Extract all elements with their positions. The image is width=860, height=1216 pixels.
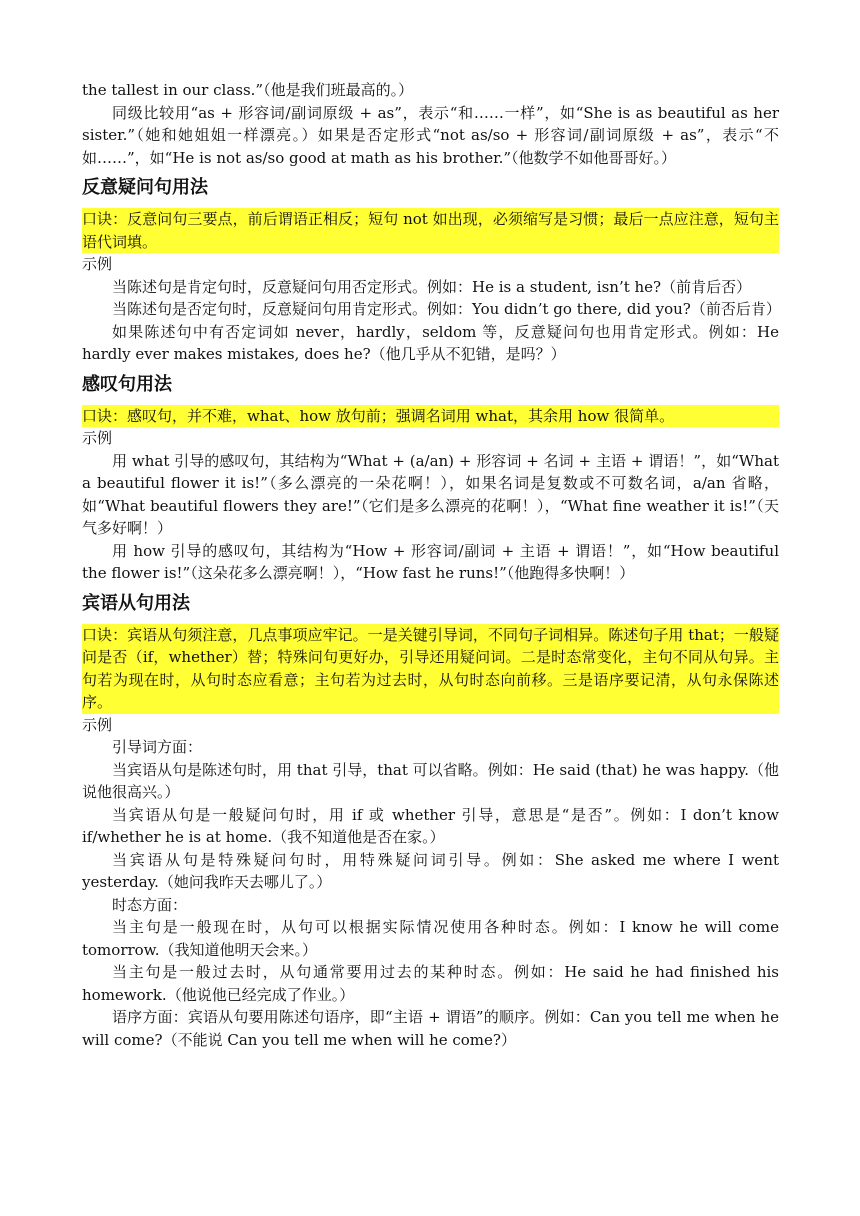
object-clause-example-4: 当主句是一般现在时，从句可以根据实际情况使用各种时态。例如：I know he will come tomorrow.（我知道他明天会来。） [82,918,779,959]
object-clause-example-label: 示例 [82,715,113,734]
object-clause-example-3: 当宾语从句是特殊疑问句时，用特殊疑问词引导。例如：She asked me where I went yesterday.（她问我昨天去哪儿了。） [82,850,779,891]
tag-question-example-2: 当陈述句是否定句时，反意疑问句用肯定形式。例如：You didn’t go there, did you?（前否后肯） [112,300,781,318]
document-content [82,79,779,1051]
exclamation-rhyme: 口诀：感叹句，并不难，what、how 放句前；强调名词用 what，其余用 how 很简单。 [82,405,779,428]
comparison-equal-paragraph: 同级比较用“as + 形容词/副词原级 + as”，表示“和……一样”，如“She is as beautiful as her sister.”（她和她姐姐一样漂亮。）如果是否定形式“not as/so + 形容词/副词原级 + as”，表示“不如……”，如“He is not as/so good at math as his brother.”（他数学不如他哥哥好。） [82,103,779,167]
object-clause-subheading-tense: 时态方面： [112,895,188,914]
exclamation-example-1: 用 what 引导的感叹句，其结构为“What + (a/an) + 形容词 + 名词 + 主语 + 谓语！”，如“What a beautiful flower it is!”（多么漂亮的一朵花啊！），如果名词是复数或不可数名词，a/an 省略，如“What beautiful flowers they are!”（它们是多么漂亮的花啊！），“What fine weather it is!”（天气多好啊！） [82,451,779,537]
comparison-text-end: the tallest in our class.”（他是我们班最高的。） [82,81,414,99]
object-clause-word-order: 语序方面：宾语从句要用陈述句语序，即“主语 + 谓语”的顺序。例如：Can you tell me when he will come?（不能说 Can you tell me when will he come?） [82,1008,779,1049]
tag-question-heading: 反意疑问句用法 [82,177,208,198]
object-clause-example-2: 当宾语从句是一般疑问句时，用 if 或 whether 引导，意思是“是否”。例如：I don’t know if/whether he is at home.（我不知道他是否在家。） [82,805,779,846]
object-clause-heading: 宾语从句用法 [82,592,190,614]
exclamation-example-2: 用 how 引导的感叹句，其结构为“How + 形容词/副词 + 主语 + 谓语！”，如“How beautiful the flower is!”（这朵花多么漂亮啊！），“How fast he runs!”（他跑得多快啊！） [82,541,779,582]
tag-question-example-label: 示例 [82,255,113,273]
tag-question-example-3: 如果陈述句中有否定词如 never，hardly，seldom 等，反意疑问句也用肯定形式。例如：He hardly ever makes mistakes, does he?（他几乎从不犯错，是吗？） [82,322,779,363]
object-clause-example-1: 当宾语从句是陈述句时，用 that 引导，that 可以省略。例如：He said (that) he was happy.（他说他很高兴。） [82,760,779,801]
object-clause-example-5: 当主句是一般过去时，从句通常要用过去的某种时态。例如：He said he had finished his homework.（他说他已经完成了作业。） [82,963,779,1004]
exclamation-example-label: 示例 [82,429,113,447]
object-clause-subheading-introducer: 引导词方面： [112,738,203,756]
tag-question-example-1: 当陈述句是肯定句时，反意疑问句用否定形式。例如：He is a student, isn’t he?（前肯后否） [112,277,752,296]
exclamation-heading: 感叹句用法 [82,373,172,395]
object-clause-rhyme: 口诀：宾语从句须注意，几点事项应牢记。一是关键引导词，不同句子词相异。陈述句子用 that；一般疑问是否（if，whether）替；特殊问句更好办，引导还用疑问词。二是时态常变化，主句不同从句异。主句若为现在时，从句时态应看意；主句若为过去时，从句时态向前移。三是语序要记清，从句永保陈述序。 [82,624,779,714]
tag-question-rhyme: 口诀：反意问句三要点，前后谓语正相反；短句 not 如出现，必须缩写是习惯；最后一点应注意，短句主语代词填。 [82,208,779,253]
